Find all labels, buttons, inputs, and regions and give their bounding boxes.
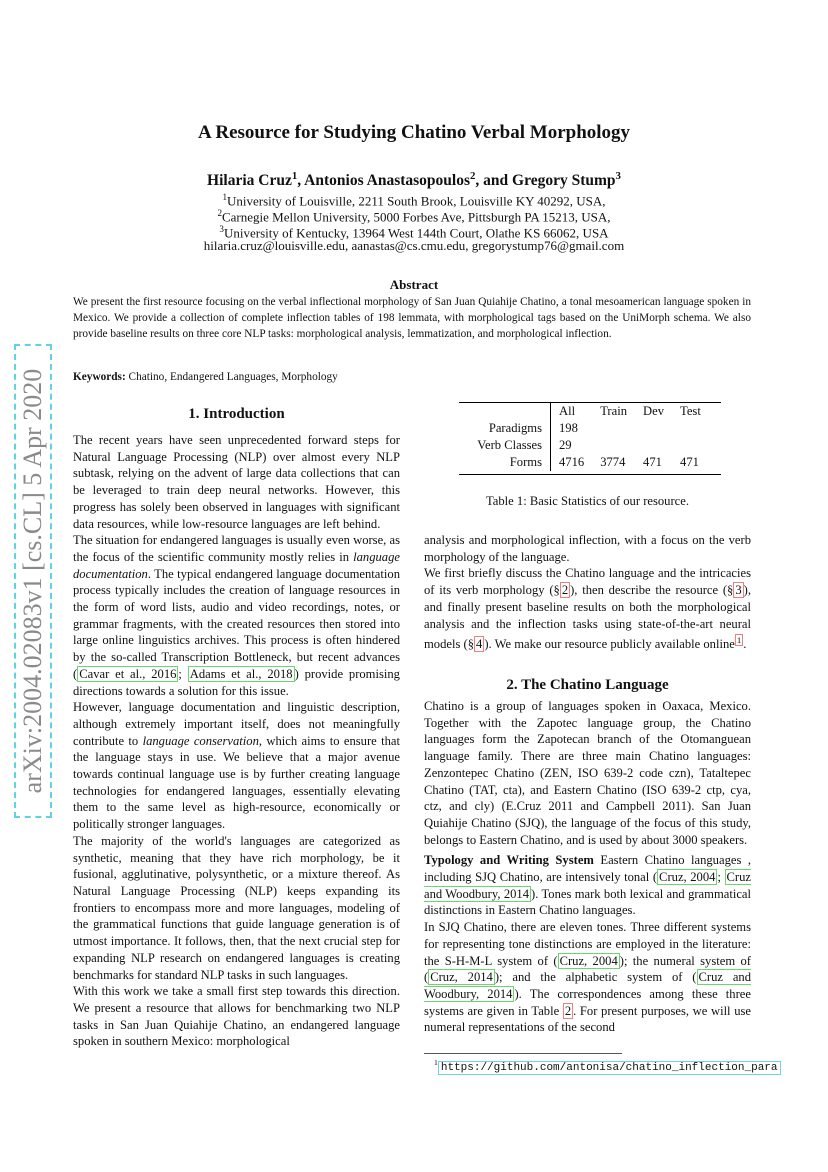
right-column-top xyxy=(424,532,751,653)
paragraph: Chatino is a group of languages spoken in Oaxaca, Mexico. Together with the Zapotec language group, the Chatino languages form the Zapotecan branch of the Otomanguean language family. There are three main Chatino languages: Zenzontepec Chatino (ZEN, ISO 639-2 code czn), Tataltepec Chatino (TAT, cta), and Eastern Chatino (ISO 639-2 ctp, cya, ctz, and cly) (E.Cruz 2011 and Campbell 2011). San Juan Quiahije Chatino (SJQ), the language of the focus of this study, belongs to Eastern Chatino, and is used by about 3000 speakers. xyxy=(424,699,751,847)
section-ref-link[interactable]: 2 xyxy=(561,583,569,598)
arxiv-id: arXiv:2004.02083v1 [cs.CL] 5 Apr 2020 xyxy=(18,368,47,794)
citation-link[interactable]: Cruz and Woodbury, 2014 xyxy=(424,870,751,901)
author-name: Antonios Anastasopoulos xyxy=(304,172,470,190)
abstract-heading: Abstract xyxy=(389,277,439,292)
table-caption: Table 1: Basic Statistics of our resource. xyxy=(485,494,689,508)
abstract-text: We present the first resource focusing on the verbal inflectional morphology of San Juan Quiahije Chatino, a tonal mesoamerican language spoken in Mexico. We provide a collection of complete inflection tables of 198 lemmata, with morphological tags based on the UniMorph schema. We also provide baseline results on three core NLP tasks: morphological analysis, lemmatization, and morphological inflection. xyxy=(73,296,751,340)
affiliation-text: University of Louisville, 2211 South Brook, Louisville KY 40292, USA, xyxy=(226,193,606,209)
paragraph: The recent years have seen unprecedented forward steps for Natural Language Processing (NLP) over almost every NLP subtask, relying on the advent of large data collections that can be leveraged to train deep neural networks. However, this progress has solely been observed in languages with significant data resources, while low-resource languages are left behind. xyxy=(73,433,400,531)
paper-title: A Resource for Studying Chatino Verbal Morphology xyxy=(197,122,631,143)
paragraph: We first briefly discuss the Chatino language and the intricacies of its verb morphology (§ 2 ), then describe the resource (§ 3 ), and finally present baseline results on both the morphological analysis and the inflection tasks using state-of-the-art neural models (§ 4 ). We make our resource publicly available online $^1$ . xyxy=(424,566,751,652)
table-row: Paradigms 198 xyxy=(459,420,709,437)
section-ref-link[interactable]: 4 xyxy=(476,637,483,652)
paragraph: The situation for endangered languages is usually even worse, as the focus of the scientific community mostly relies in language documentation. The typical endangered language documentation process typically includes the creation of language resources in the form of word lists, audio and video recordings, notes, or grammar fragments, with the created resources then stored into large online linguistics archives. This process is often hindered by the so-called Transcription Bottleneck, but recent advances ( Cavar et al., 2016 ; Adams et al., 2018 ) provide promising directions towards a solution for this issue. xyxy=(73,533,400,698)
author-list: Hilaria Cruz$^1$, Antonios Anastasopoulos$^2$, and Gregory Stump$^3$ xyxy=(207,170,621,190)
section-heading-chatino: 2. The Chatino Language xyxy=(506,677,669,693)
stats-table xyxy=(459,403,709,471)
paragraph: In SJQ Chatino, there are eleven tones. Three different systems for representing tone distinctions are employed in the literature: the S-H-M-L system of ( Cruz, 2004 ); the numeral system of ( Cruz, 2014 ); and the alphabetic system of ( Cruz and Woodbury, 2014 ). The correspondences among these three systems are given in Table 2 . For present purposes, we will use numeral representations of the second xyxy=(424,920,752,1035)
paragraph: Typology and Writing System Eastern Chatino languages , including SJQ Chatino, are intensively tonal ( Cruz, 2004 ; Cruz and Woodbury, 2014 ). Tones mark both lexical and grammatical distinctions in Eastern Chatino languages. xyxy=(424,853,752,918)
section-ref-link[interactable]: 3 xyxy=(735,583,742,598)
citation-link[interactable]: Cavar et al., 2016 xyxy=(79,666,177,681)
affiliation-text: University of Kentucky, 13964 West 144th Court, Olathe KS 66062, USA xyxy=(223,225,609,241)
keywords-text: Chatino, Endangered Languages, Morphology xyxy=(128,371,338,383)
footnote xyxy=(434,1058,781,1074)
citation-link[interactable]: Cruz, 2004 xyxy=(559,953,618,968)
footnote-url-link[interactable]: https://github.com/antonisa/chatino_inflection_para xyxy=(438,1061,781,1075)
paragraph: analysis and morphological inflection, with a focus on the verb morphology of the language. xyxy=(424,533,751,564)
affiliation-mark: 2 xyxy=(217,208,222,218)
paragraph: With this work we take a small first step towards this direction. We present a resource that allows for benchmarking two NLP tasks in San Juan Quiahije Chatino, an endangered language spoken in southern Mexico: morphological xyxy=(73,984,400,1049)
arxiv-stamp[interactable] xyxy=(14,344,52,818)
citation-link[interactable]: Cruz, 2014 xyxy=(430,970,493,985)
paragraph: However, language documentation and linguistic description, although extremely important itself, does not meaningfully contribute to language conservation, which aims to ensure that the language stays in use. We believe that a major avenue towards continual language use is by further creating language technologies for endangered languages, essentially elevating them to the same level as high-resource, economically or politically stronger languages. xyxy=(73,700,400,832)
table-row: Forms 4716 3774 471 471 xyxy=(509,455,699,469)
affiliation-mark: 1 xyxy=(222,192,227,202)
author-emails: hilaria.cruz@louisville.edu, aanastas@cs.cmu.edu, gregorystump76@gmail.com xyxy=(203,238,625,253)
author-mark: 2 xyxy=(470,170,476,182)
citation-link[interactable]: Cruz and Woodbury, 2014 xyxy=(424,970,752,1001)
author-mark: 3 xyxy=(615,170,621,182)
keywords xyxy=(73,371,338,383)
footnote-mark: 1 xyxy=(434,1058,438,1067)
right-column-bottom xyxy=(424,698,751,1036)
left-column xyxy=(73,432,400,1050)
table-1 xyxy=(459,402,721,475)
footnote-link[interactable]: 1 xyxy=(736,635,742,646)
citation-link[interactable]: Adams et al., 2018 xyxy=(189,666,293,681)
citation-link[interactable]: Cruz, 2004 xyxy=(659,870,716,885)
affiliation-mark: 3 xyxy=(219,224,224,234)
table-header-row: All Train Dev Test xyxy=(459,403,709,420)
author-name: Gregory Stump xyxy=(512,172,616,190)
author-mark: 1 xyxy=(291,170,298,182)
paragraph: The majority of the world's languages are categorized as synthetic, meaning that they have rich morphology, be it fusional, agglutinative, polysynthetic, or a mixture thereof. As Natural Language Processing (NLP) keeps expanding its frontiers to encompass more and more languages, modeling of the grammatical functions that guide language generation is of utmost importance. It follows, then, that the next crucial step for expanding NLP research on endangered languages is creating benchmarks for standard NLP tasks in such languages. xyxy=(73,833,400,982)
section-heading-introduction: 1. Introduction xyxy=(188,406,285,422)
table-row: Verb Classes 29 xyxy=(459,437,709,454)
footnote-rule xyxy=(424,1053,622,1054)
affiliation-text: Carnegie Mellon University, 5000 Forbes Ave, Pittsburgh PA 15213, USA, xyxy=(221,209,611,225)
keywords-label: Keywords: xyxy=(73,371,126,383)
author-name: Hilaria Cruz xyxy=(207,172,292,190)
table-ref-link[interactable]: 2 xyxy=(564,1003,572,1018)
